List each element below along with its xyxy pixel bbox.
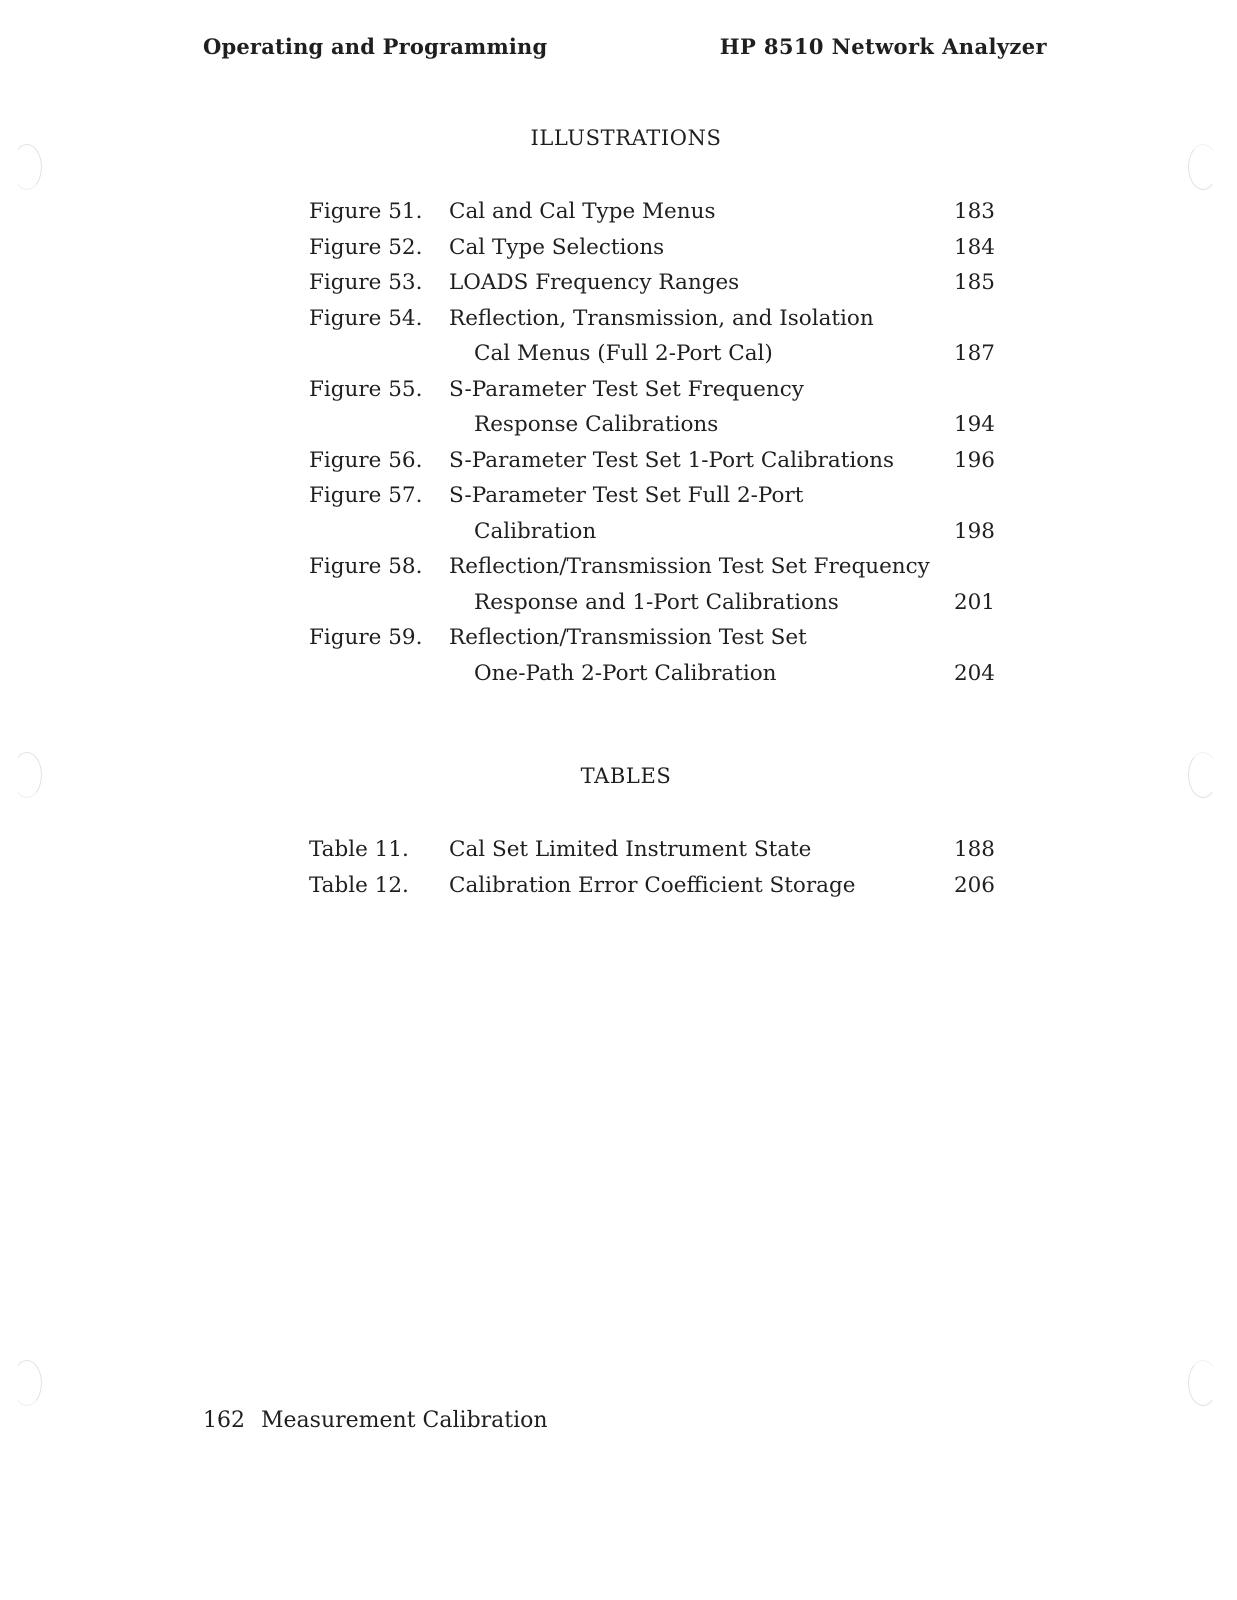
figure-entry-line (309, 336, 999, 372)
figure-entry-label: Figure 56. (309, 447, 423, 473)
figure-entry-line (309, 585, 999, 621)
figure-entry-line (309, 301, 999, 337)
figure-entry-line (309, 656, 999, 692)
running-header-left: Operating and Programming (203, 34, 548, 59)
figure-entry-label: Figure 53. (309, 270, 423, 295)
figure-entry-title: Cal and Cal Type Menus (449, 199, 716, 224)
table-entry-line (309, 868, 999, 904)
figure-entry-line (309, 372, 999, 408)
figure-entry (309, 372, 999, 443)
figure-entry-title: Response Calibrations (474, 412, 719, 437)
figure-entry-label: Figure 54. (309, 305, 423, 331)
illustrations-list (309, 194, 999, 691)
figure-entry-title: Calibration (474, 518, 597, 544)
punch-hole-mark (1188, 752, 1218, 798)
figure-entry-page-number: 184 (953, 234, 995, 260)
figure-entry (309, 194, 999, 230)
figure-entry-title: S-Parameter Test Set Frequency (449, 376, 804, 402)
table-entry-title: Cal Set Limited Instrument State (449, 837, 812, 862)
table-entry (309, 832, 999, 868)
figure-entry (309, 620, 999, 691)
figure-entry-title: Cal Type Selections (449, 234, 665, 260)
figure-entry-label: Figure 59. (309, 625, 423, 650)
illustrations-heading: ILLUSTRATIONS (530, 126, 722, 150)
figure-entry (309, 265, 999, 301)
figure-entry-label: Figure 57. (309, 483, 423, 508)
figure-entry-page-number: 183 (953, 199, 995, 224)
figure-entry-page-number: 187 (953, 341, 995, 366)
figure-entry (309, 478, 999, 549)
figure-entry-line (309, 443, 999, 479)
figure-entry-line (309, 549, 999, 585)
figure-entry (309, 230, 999, 266)
table-entry-title: Calibration Error Coefficient Storage (449, 872, 856, 898)
table-entry-line (309, 832, 999, 868)
figure-entry-page-number: 204 (953, 660, 995, 686)
punch-hole-mark (12, 144, 42, 190)
figure-entry-line (309, 265, 999, 301)
figure-entry-label: Figure 55. (309, 376, 423, 402)
figure-entry-title: S-Parameter Test Set Full 2-Port (449, 483, 804, 508)
figure-entry-title: Reflection/Transmission Test Set (449, 625, 807, 650)
figure-entry-line (309, 407, 999, 443)
figure-entry-title: Response and 1-Port Calibrations (474, 589, 839, 615)
figure-entry-line (309, 478, 999, 514)
figure-entry-line (309, 194, 999, 230)
figure-entry-page-number: 196 (953, 447, 995, 473)
figure-entry (309, 301, 999, 372)
table-entry-label: Table 11. (309, 837, 409, 862)
figure-entry-title: One-Path 2-Port Calibration (474, 660, 777, 686)
figure-entry-title: Reflection/Transmission Test Set Frequency (449, 554, 930, 579)
figure-entry-label: Figure 52. (309, 234, 423, 260)
tables-heading: TABLES (580, 764, 672, 788)
punch-hole-mark (12, 1360, 42, 1406)
page-footer (203, 1408, 548, 1433)
figure-entry-page-number: 198 (953, 518, 995, 544)
figure-entry-title: Reflection, Transmission, and Isolation (449, 305, 874, 331)
figure-entry-label: Figure 51. (309, 199, 423, 224)
figure-entry-label: Figure 58. (309, 554, 423, 579)
table-entry-page-number: 206 (953, 872, 995, 898)
page-number: 162 (203, 1408, 245, 1433)
figure-entry-title: Cal Menus (Full 2-Port Cal) (474, 341, 773, 366)
figure-entry-line (309, 230, 999, 266)
figure-entry-title: S-Parameter Test Set 1-Port Calibrations (449, 447, 895, 473)
figure-entry (309, 443, 999, 479)
punch-hole-mark (1188, 1360, 1218, 1406)
punch-hole-mark (1188, 144, 1218, 190)
figure-entry-line (309, 514, 999, 550)
table-entry-label: Table 12. (309, 872, 409, 898)
figure-entry-page-number: 194 (953, 412, 995, 437)
figure-entry-page-number: 201 (953, 589, 995, 615)
figure-entry-page-number: 185 (953, 270, 995, 295)
punch-hole-mark (12, 752, 42, 798)
table-entry-page-number: 188 (953, 837, 995, 862)
footer-section-title: Measurement Calibration (261, 1408, 548, 1433)
figure-entry (309, 549, 999, 620)
table-entry (309, 868, 999, 904)
tables-list (309, 832, 999, 903)
running-header-right: HP 8510 Network Analyzer (719, 34, 1047, 59)
figure-entry-title: LOADS Frequency Ranges (449, 270, 740, 295)
figure-entry-line (309, 620, 999, 656)
